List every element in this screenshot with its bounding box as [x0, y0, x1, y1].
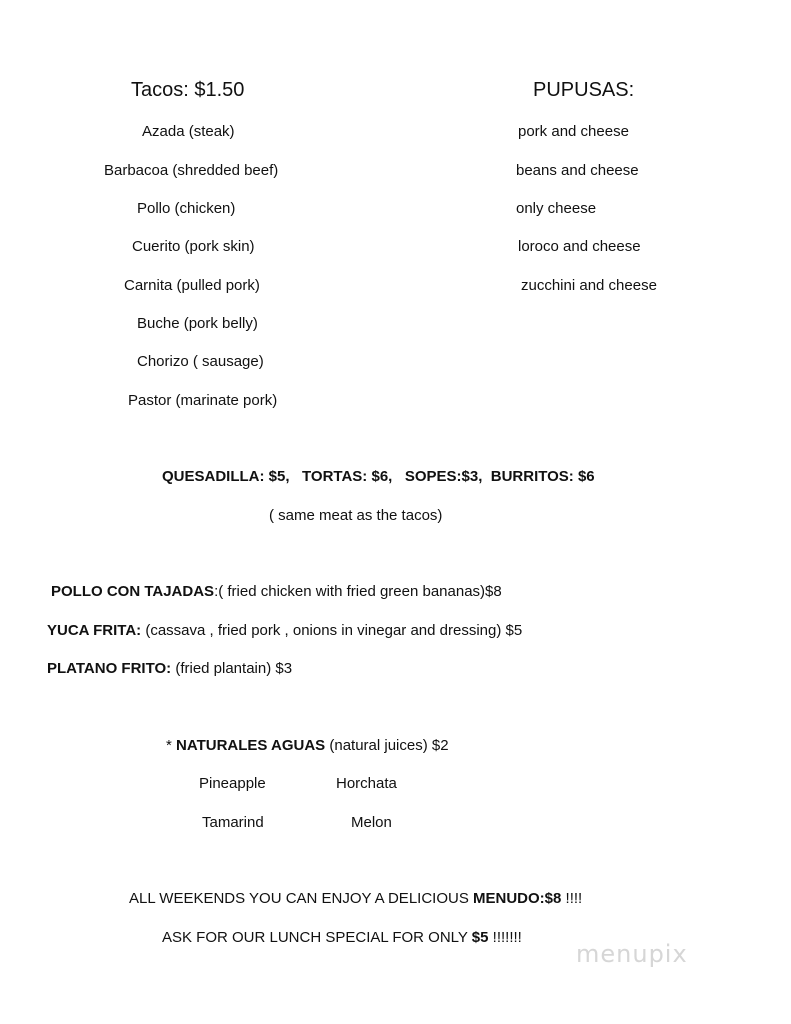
- combos-line: [162, 468, 595, 486]
- yuca-name: YUCA FRITA:: [47, 622, 142, 639]
- lunch-price: $5: [471, 929, 489, 946]
- taco-item: Pastor (marinate pork): [128, 392, 278, 409]
- lunch-prefix: ASK FOR OUR LUNCH SPECIAL FOR ONLY: [162, 929, 472, 946]
- quesadilla-price: QUESADILLA: $5,: [162, 468, 290, 485]
- watermark: menupix: [576, 940, 688, 968]
- drink-flavor: Melon: [351, 814, 392, 831]
- drink-flavor: Tamarind: [202, 814, 264, 831]
- pollo-desc: :( fried chicken with fried green bananas)$8: [214, 583, 502, 600]
- taco-item: Pollo (chicken): [137, 200, 236, 217]
- menudo-price: MENUDO:$8: [473, 890, 562, 907]
- platano-name: PLATANO FRITO:: [47, 660, 172, 677]
- drinks-desc: (natural juices) $2: [325, 737, 449, 754]
- pupusa-item: zucchini and cheese: [521, 277, 657, 294]
- pupusa-item: pork and cheese: [518, 123, 629, 140]
- drinks-prefix: *: [166, 737, 177, 754]
- sopes-price: SOPES:$3,: [404, 468, 483, 485]
- taco-item: Chorizo ( sausage): [137, 353, 264, 370]
- drink-flavor: Pineapple: [199, 775, 266, 792]
- lunch-special: [162, 929, 522, 947]
- drinks-name: NATURALES AGUAS: [176, 737, 326, 754]
- platano-frito: [47, 660, 292, 678]
- tortas-price: TORTAS: $6,: [302, 468, 393, 485]
- drink-flavor: Horchata: [336, 775, 397, 792]
- taco-item: Azada (steak): [142, 123, 235, 140]
- platano-desc: (fried plantain) $3: [171, 660, 293, 677]
- pupusa-item: beans and cheese: [516, 162, 639, 179]
- taco-item: Barbacoa (shredded beef): [104, 162, 279, 179]
- pollo-name: POLLO CON TAJADAS: [51, 583, 215, 600]
- yuca-frita: [47, 622, 522, 640]
- pupusas-heading: PUPUSAS:: [533, 79, 635, 101]
- yuca-desc: (cassava , fried pork , onions in vinegar and dressing) $5: [141, 622, 523, 639]
- tacos-heading: Tacos: $1.50: [131, 79, 245, 101]
- burritos-price: BURRITOS: $6: [490, 468, 595, 485]
- lunch-suffix: !!!!!!!: [488, 929, 522, 946]
- taco-item: Carnita (pulled pork): [124, 277, 260, 294]
- weekend-prefix: ALL WEEKENDS YOU CAN ENJOY A DELICIOUS: [129, 890, 473, 907]
- weekend-special: [129, 890, 582, 908]
- drinks-line: [166, 737, 449, 755]
- pollo-con-tajadas: [51, 583, 502, 601]
- taco-item: Cuerito (pork skin): [132, 238, 255, 255]
- combos-note: ( same meat as the tacos): [269, 507, 443, 524]
- taco-item: Buche (pork belly): [137, 315, 258, 332]
- pupusa-item: loroco and cheese: [518, 238, 641, 255]
- weekend-suffix: !!!!: [561, 890, 583, 907]
- pupusa-item: only cheese: [516, 200, 597, 217]
